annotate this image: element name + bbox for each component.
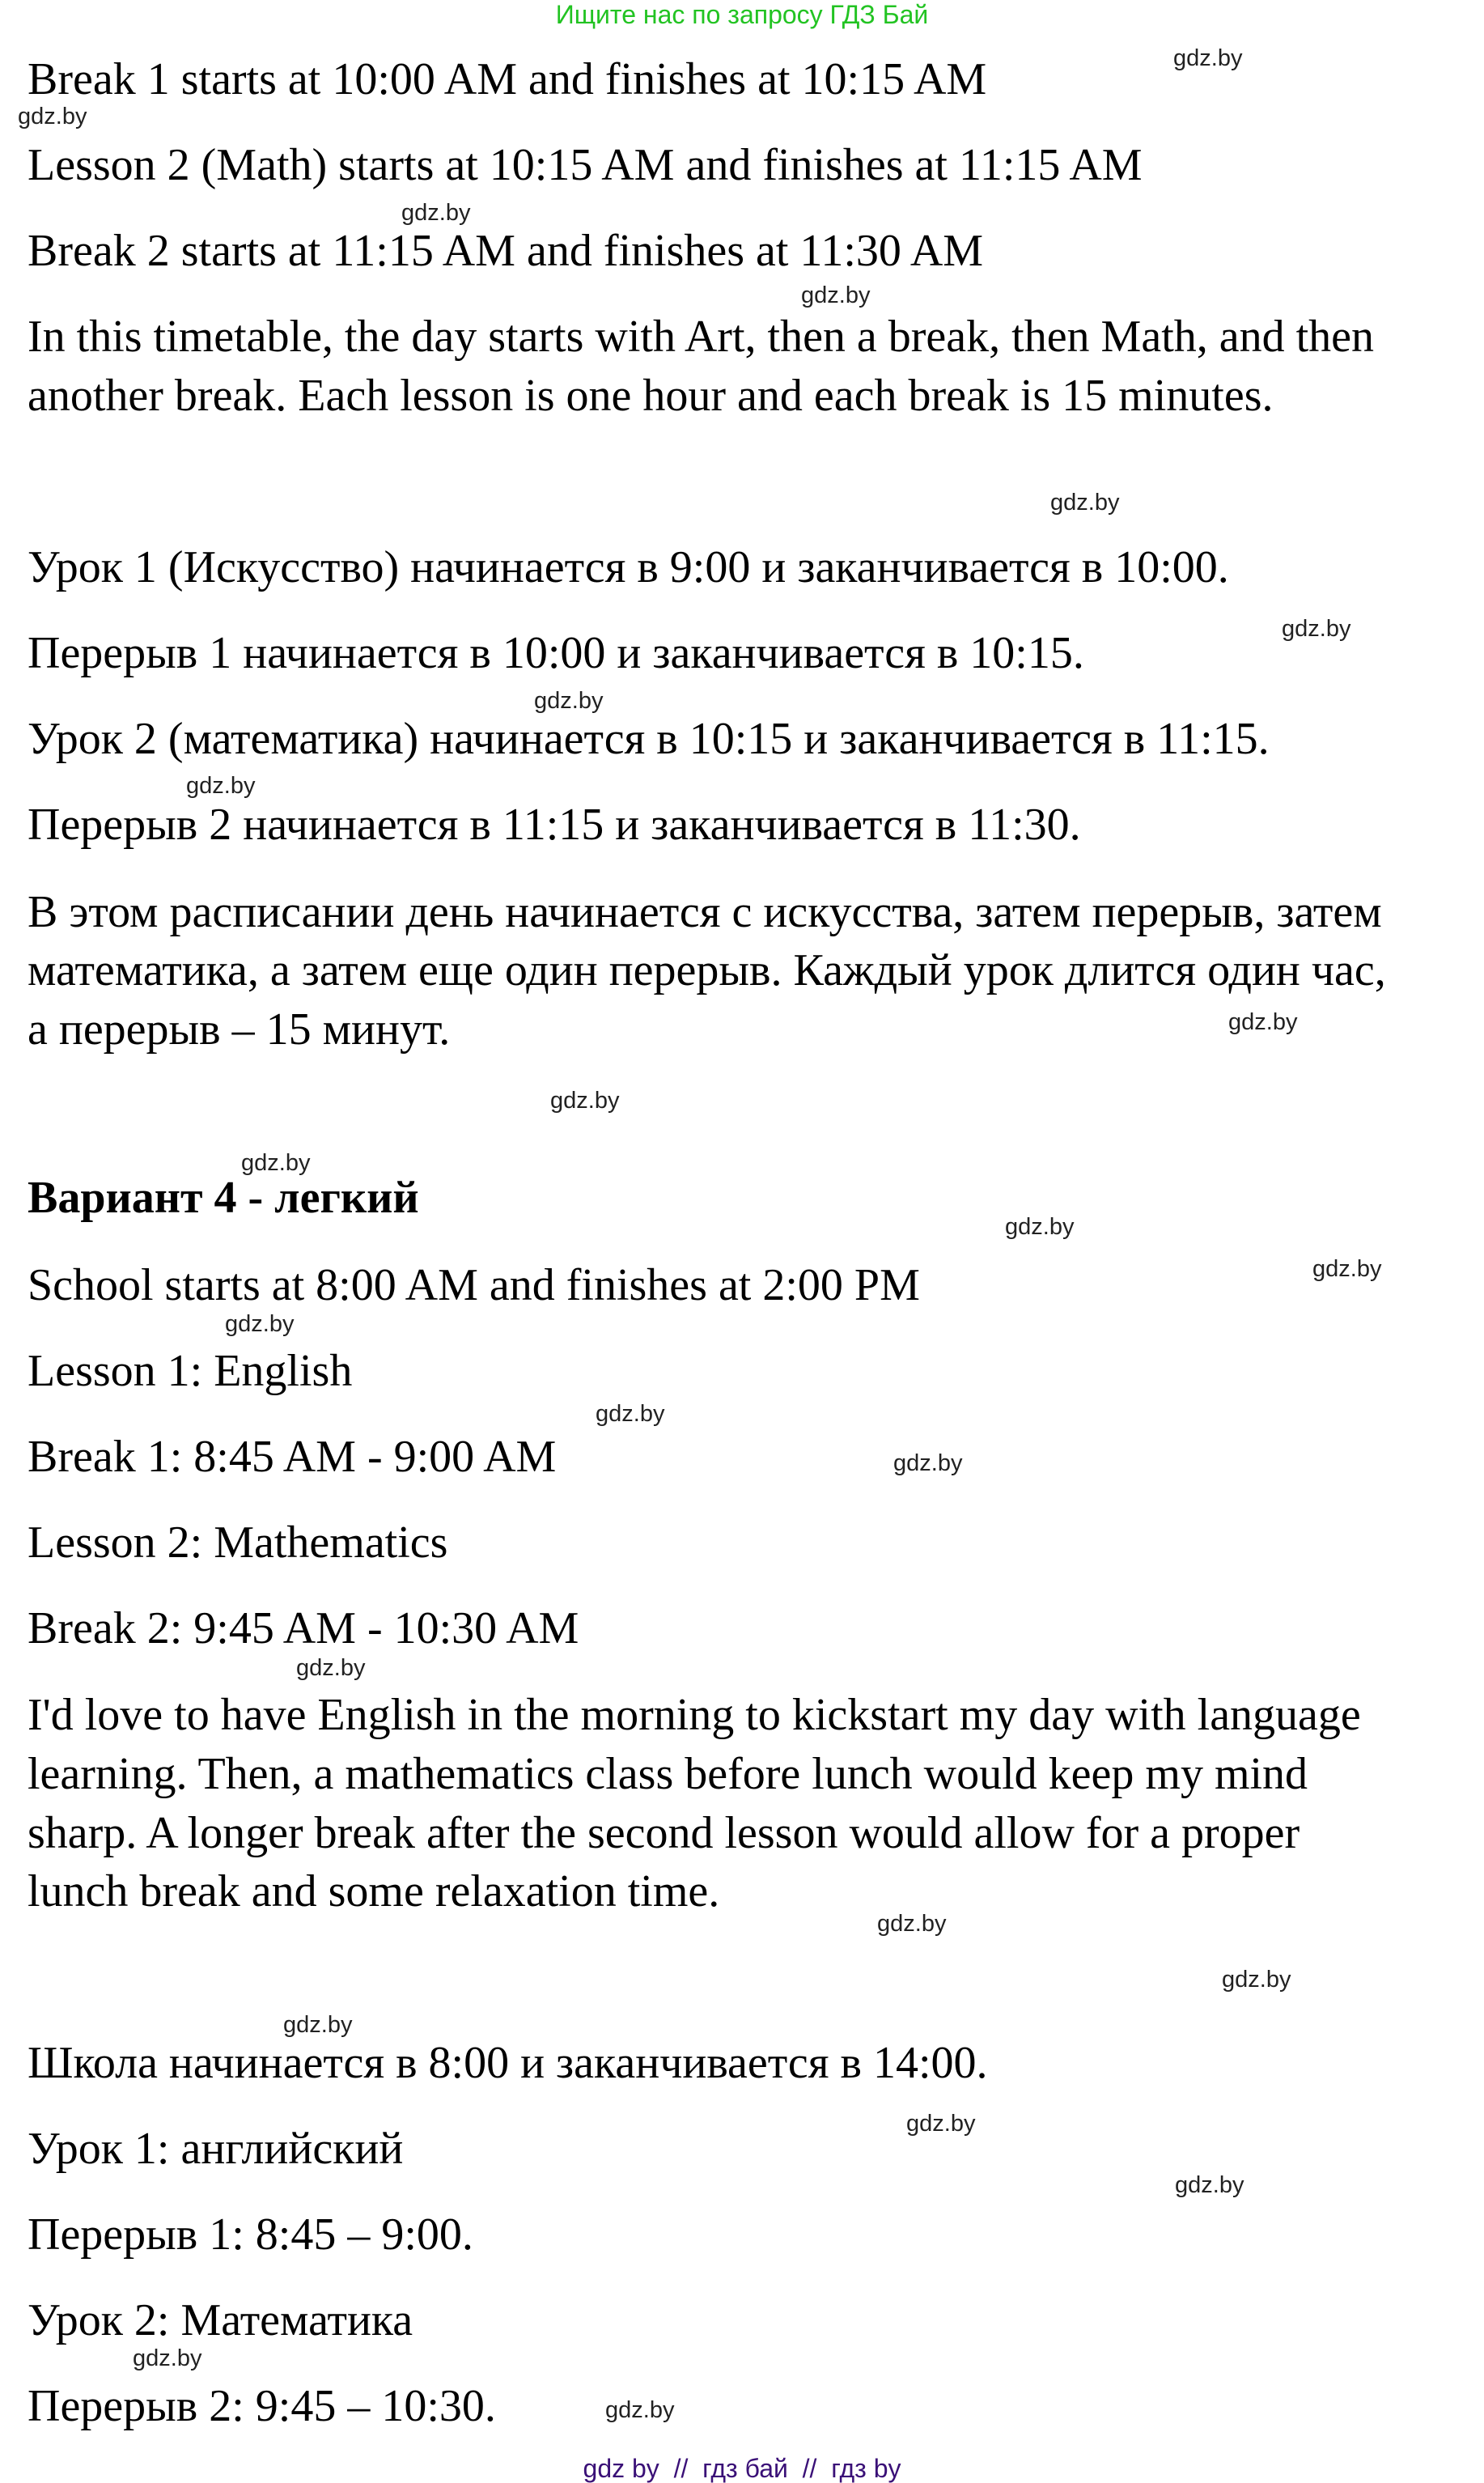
- watermark: gdz.by: [1282, 616, 1351, 642]
- summary-line: another break. Each lesson is one hour and each break is 15 minutes.: [28, 371, 1274, 421]
- watermark: gdz.by: [1228, 1009, 1298, 1035]
- watermark: gdz.by: [1173, 45, 1243, 71]
- watermark: gdz.by: [1050, 490, 1120, 516]
- footer-links[interactable]: gdz by // гдз бай // гдз by: [583, 2454, 901, 2483]
- watermark: gdz.by: [1222, 1967, 1291, 1993]
- timetable-line-ru: Перерыв 2 начинается в 11:15 и заканчивается в 11:30.: [28, 800, 1081, 850]
- watermark: gdz.by: [906, 2111, 976, 2137]
- site-search-banner[interactable]: Ищите нас по запросу ГДЗ Бай: [555, 0, 929, 29]
- timetable-line-ru: Урок 1: английский: [28, 2124, 404, 2174]
- watermark: gdz.by: [596, 1401, 665, 1427]
- timetable-line-ru: Урок 2 (математика) начинается в 10:15 и заканчивается в 11:15.: [28, 714, 1270, 764]
- timetable-line: School starts at 8:00 AM and finishes at 2:00 PM: [28, 1260, 920, 1310]
- watermark: gdz.by: [186, 773, 256, 799]
- paragraph-line: learning. Then, a mathematics class before lunch would keep my mind: [28, 1749, 1308, 1799]
- watermark: gdz.by: [550, 1088, 620, 1114]
- timetable-line: Break 1: 8:45 AM - 9:00 AM: [28, 1432, 557, 1482]
- paragraph-line: I'd love to have English in the morning to kickstart my day with language: [28, 1690, 1361, 1740]
- summary-line-ru: В этом расписании день начинается с искусства, затем перерыв, затем: [28, 887, 1382, 937]
- watermark: gdz.by: [225, 1311, 295, 1337]
- watermark: gdz.by: [893, 1450, 963, 1476]
- summary-line: In this timetable, the day starts with Art, then a break, then Math, and then: [28, 312, 1375, 362]
- summary-line-ru: математика, а затем еще один перерыв. Каждый урок длится один час,: [28, 945, 1386, 995]
- timetable-line-ru: Перерыв 1: 8:45 – 9:00.: [28, 2209, 473, 2260]
- watermark: gdz.by: [877, 1911, 947, 1937]
- timetable-line: Break 2 starts at 11:15 AM and finishes at 11:30 AM: [28, 226, 984, 276]
- timetable-line: Break 1 starts at 10:00 AM and finishes at 10:15 AM: [28, 54, 987, 104]
- watermark: gdz.by: [1175, 2172, 1244, 2198]
- summary-line-ru: а перерыв – 15 минут.: [28, 1004, 451, 1055]
- paragraph-line: lunch break and some relaxation time.: [28, 1866, 720, 1916]
- timetable-line-ru: Урок 1 (Искусство) начинается в 9:00 и заканчивается в 10:00.: [28, 542, 1229, 592]
- watermark: gdz.by: [605, 2397, 675, 2423]
- paragraph-line: sharp. A longer break after the second lesson would allow for a proper: [28, 1808, 1300, 1858]
- timetable-line-ru: Урок 2: Математика: [28, 2295, 413, 2345]
- variant-heading: Вариант 4 - легкий: [28, 1173, 419, 1223]
- timetable-line: Lesson 2 (Math) starts at 10:15 AM and finishes at 11:15 AM: [28, 140, 1143, 190]
- timetable-line-ru: Школа начинается в 8:00 и заканчивается в 14:00.: [28, 2038, 988, 2088]
- timetable-line: Lesson 1: English: [28, 1346, 353, 1396]
- watermark: gdz.by: [1312, 1256, 1382, 1282]
- watermark: gdz.by: [18, 104, 87, 129]
- watermark: gdz.by: [401, 200, 471, 226]
- watermark: gdz.by: [241, 1150, 311, 1176]
- watermark: gdz.by: [283, 2012, 353, 2038]
- timetable-line: Break 2: 9:45 AM - 10:30 AM: [28, 1603, 579, 1653]
- watermark: gdz.by: [801, 282, 871, 308]
- watermark: gdz.by: [534, 688, 604, 714]
- timetable-line-ru: Перерыв 1 начинается в 10:00 и заканчивается в 10:15.: [28, 628, 1084, 678]
- watermark: gdz.by: [296, 1655, 366, 1681]
- timetable-line: Lesson 2: Mathematics: [28, 1517, 448, 1568]
- timetable-line-ru: Перерыв 2: 9:45 – 10:30.: [28, 2381, 496, 2431]
- watermark: gdz.by: [1005, 1214, 1075, 1240]
- watermark: gdz.by: [133, 2345, 202, 2371]
